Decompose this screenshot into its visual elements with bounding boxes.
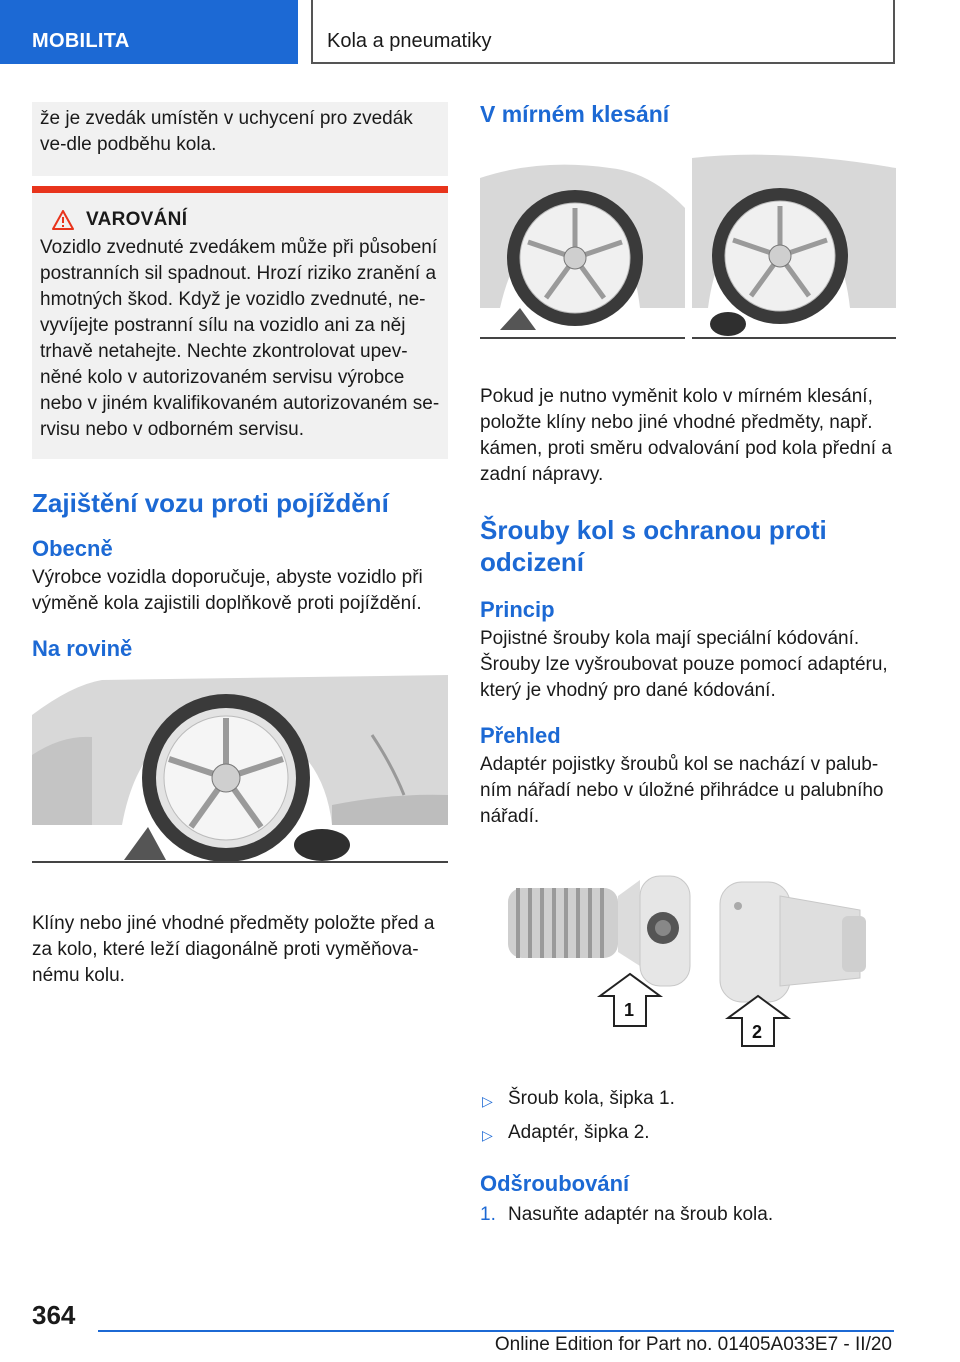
warning-triangle-icon (52, 210, 74, 230)
wheel-bolt (508, 876, 690, 986)
footer-edition: Online Edition for Part no. 01405A033E7 - II/20 (494, 1334, 892, 1355)
list-item (480, 1086, 896, 1114)
triangle-bullet-icon: ▷ (482, 1127, 493, 1143)
level-ground-illustration (32, 675, 448, 865)
footer-divider (98, 1330, 894, 1332)
heading-principle: Princip (480, 597, 555, 622)
warning-box (32, 186, 448, 459)
heading-overview: Přehled (480, 723, 561, 748)
ground-line (32, 861, 448, 863)
bolt-adapter-illustration (480, 866, 896, 1052)
list-item (480, 1120, 896, 1148)
page-number: 364 (32, 1300, 76, 1330)
step-item (480, 1202, 896, 1228)
step-number: 1. (480, 1204, 496, 1225)
right-column (480, 100, 896, 1228)
slope-text: Pokud je nutno vyměnit kolo v mírném klesání, položte klíny nebo jiné vhodné předměty, např. kámen, proti směru odvalování pod kola přední a zadní nápravy. (480, 386, 892, 485)
principle-text: Pojistné šrouby kola mají speciální kódování. Šrouby lze vyšroubovat pouze pomocí adaptéru, který je vhodný pro dané kódování. (480, 628, 888, 701)
heading-secure-vehicle: Zajištění vozu proti pojíždění (32, 488, 389, 518)
note-box (32, 102, 448, 176)
level-text: Klíny nebo jiné vhodné předměty položte před a za kolo, které leží diagonálně proti vyměňova-nému kolu. (32, 913, 435, 986)
parts-list (480, 1086, 896, 1148)
overview-text: Adaptér pojistky šroubů kol se nachází v palub-ním nářadí nebo v úložné přihrádce u palubního nářadí. (480, 754, 884, 827)
slope-illustration (480, 148, 896, 344)
list-item-text: Šroub kola, šipka 1. (508, 1088, 675, 1109)
adapter (720, 882, 866, 1002)
wheel-chock-level-image (32, 675, 448, 865)
heading-unscrewing: Odšroubování (480, 1171, 630, 1196)
heading-locking-bolts: Šrouby kol s ochranou proti odcizení (480, 515, 827, 577)
section-title: MOBILITA (32, 30, 130, 52)
warning-title: VAROVÁNÍ (86, 209, 188, 230)
left-column (32, 102, 448, 989)
note-text: že je zvedák umístěn v uchycení pro zvedák ve-dle podběhu kola. (40, 108, 413, 155)
general-text: Výrobce vozidla doporučuje, abyste vozidlo při výměně kola zajistili doplňkově proti pojíždění. (32, 567, 423, 614)
heading-on-slope: V mírném klesání (480, 101, 670, 127)
step-text: Nasuňte adaptér na šroub kola. (508, 1204, 774, 1225)
callout-2: 2 (752, 1022, 763, 1042)
list-item-text: Adaptér, šipka 2. (508, 1122, 650, 1143)
warning-header (40, 209, 440, 231)
heading-general: Obecně (32, 536, 113, 561)
section-tab (0, 0, 298, 64)
locking-bolt-adapter-image (480, 866, 896, 1052)
wheel-chock-slope-image (480, 148, 896, 344)
triangle-bullet-icon: ▷ (482, 1093, 493, 1109)
chapter-title: Kola a pneumatiky (327, 30, 492, 52)
warning-text: Vozidlo zvednuté zvedákem může při působení postranních sil spadnout. Hrozí riziko zranění a hmotných škod. Když je vozidlo zvednuté, ne-vyvíjejte postranní sílu na vozidlo ani za něj trhavě netahejte. Nechte zkontrolovat upev-něné kolo v autorizovaném servisu výrobce nebo v jiném kvalifikovaném autorizovaném se-rvisu nebo v odborném servisu. (40, 237, 440, 440)
callout-1: 1 (624, 1000, 635, 1020)
steps-list (480, 1202, 896, 1228)
heading-on-level: Na rovině (32, 636, 133, 661)
chapter-tab (311, 0, 895, 64)
